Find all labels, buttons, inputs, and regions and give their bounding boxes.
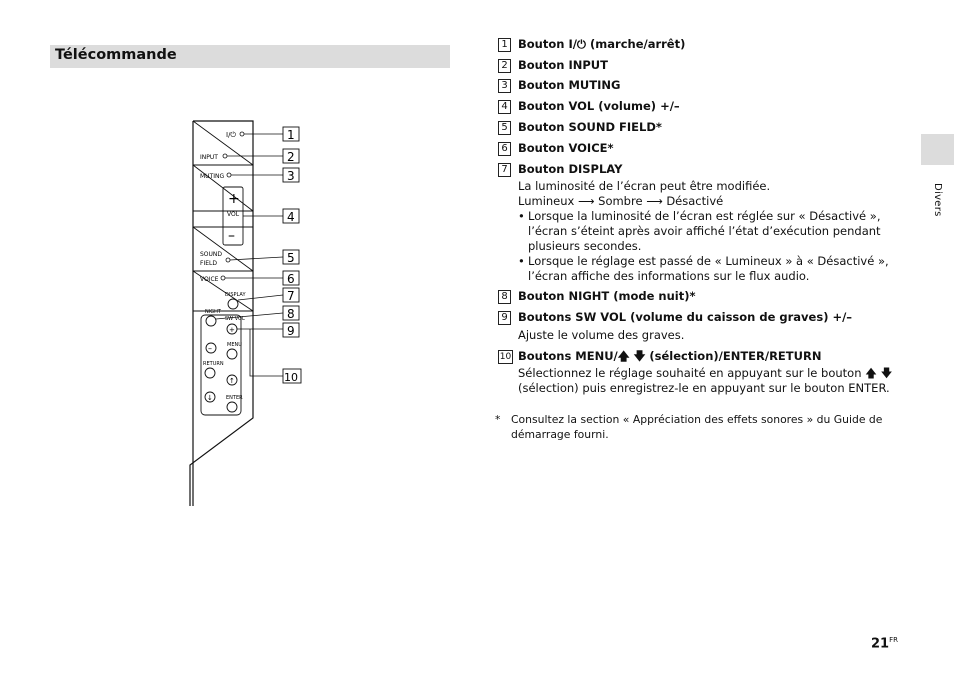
- svg-text:+: +: [229, 326, 235, 334]
- item-number: 10: [499, 352, 512, 362]
- item-label: Bouton INPUT: [518, 58, 608, 72]
- item-label: Bouton MUTING: [518, 78, 621, 92]
- item-number: 6: [498, 142, 511, 156]
- callout-lines: [216, 134, 283, 376]
- side-tab-label: Divers: [932, 183, 943, 217]
- section-header: [50, 45, 450, 68]
- input-button: [223, 154, 227, 158]
- item-label: Boutons MENU/🡅 🡇 (sélection)/ENTER/RETURN: [518, 349, 822, 363]
- vol-label: VOL: [227, 211, 240, 218]
- item-description: Ajuste le volume des graves.: [518, 328, 685, 342]
- page-language: FR: [889, 636, 898, 644]
- callout-2: 2: [287, 150, 295, 164]
- item-label: Bouton I/⏻ (marche/arrêt): [518, 37, 686, 51]
- item-bullet: [518, 254, 913, 284]
- callout-8: 8: [287, 307, 295, 321]
- night-button: [206, 316, 216, 326]
- power-button: [240, 132, 244, 136]
- sound-field-label-1: SOUND: [200, 251, 223, 258]
- callout-numbers: [283, 127, 301, 384]
- callout-5: 5: [287, 251, 295, 265]
- bullet-text: Lorsque la luminosité de l’écran est réglée sur « Désactivé », l’écran s’éteint après avoir affiché l’état d’exécution pendant plusieurs secondes.: [528, 209, 881, 253]
- vol-minus: –: [228, 228, 235, 244]
- sound-field-label-2: FIELD: [200, 260, 217, 267]
- item-number: 4: [498, 100, 511, 114]
- page-number-value: 21: [871, 636, 890, 652]
- menu-button: [227, 349, 237, 359]
- enter-label: ENTER: [226, 395, 243, 401]
- callout-1: 1: [287, 128, 295, 142]
- input-label: INPUT: [200, 154, 218, 161]
- callout-6: 6: [287, 272, 295, 286]
- callout-10: 10: [284, 371, 298, 384]
- bullet-dot: •: [518, 209, 525, 223]
- menu-label: MENU: [227, 342, 242, 348]
- display-button: [228, 299, 238, 309]
- callout-4: 4: [287, 210, 295, 224]
- item-label: Boutons SW VOL (volume du caisson de graves) +/–: [518, 310, 853, 324]
- item-description: Lumineux ⟶ Sombre ⟶ Désactivé: [518, 194, 724, 208]
- voice-label: VOICE: [200, 276, 219, 283]
- side-tab: [921, 134, 954, 165]
- night-label: NIGHT: [205, 309, 221, 315]
- voice-button: [221, 276, 225, 280]
- remote-illustration: [170, 115, 310, 510]
- footnote-marker: *: [495, 413, 501, 426]
- svg-text:↑: ↑: [229, 377, 235, 385]
- item-number: 2: [498, 59, 511, 73]
- item-bullet: [518, 209, 913, 254]
- section-title: Télécommande: [55, 47, 177, 63]
- return-label: RETURN: [203, 361, 224, 367]
- bullet-text: Lorsque le réglage est passé de « Lumineux » à « Désactivé », l’écran affiche des informations sur le flux audio.: [528, 254, 889, 283]
- item-label: Bouton VOICE*: [518, 141, 614, 155]
- callout-3: 3: [287, 169, 295, 183]
- bullet-dot: •: [518, 254, 525, 268]
- item-number: 7: [498, 163, 511, 177]
- item-number: 9: [498, 311, 511, 325]
- callout-9: 9: [287, 324, 295, 338]
- sound-field-button: [226, 258, 230, 262]
- display-label: DISPLAY: [225, 292, 246, 298]
- power-label: I/⏻: [226, 131, 236, 139]
- item-number: 3: [498, 79, 511, 93]
- footnote-text: Consultez la section « Appréciation des effets sonores » du Guide de démarrage fourni.: [511, 413, 883, 441]
- item-number: 5: [498, 121, 511, 135]
- page-number: [871, 636, 898, 651]
- item-label: Bouton VOL (volume) +/–: [518, 99, 680, 113]
- item-number: 8: [498, 290, 511, 304]
- item-label: Bouton DISPLAY: [518, 162, 623, 176]
- svg-text:–: –: [208, 344, 212, 353]
- item-label: Bouton SOUND FIELD*: [518, 120, 662, 134]
- item-number: 1: [498, 38, 511, 52]
- muting-button: [227, 173, 231, 177]
- callout-7: 7: [287, 289, 295, 303]
- return-button: [205, 368, 215, 378]
- vol-plus: +: [228, 191, 240, 207]
- item-description: La luminosité de l’écran peut être modifiée.: [518, 179, 771, 193]
- muting-label: MUTING: [200, 173, 225, 180]
- sw-vol-label: SW VOL: [225, 316, 245, 322]
- item-label: Bouton NIGHT (mode nuit)*: [518, 289, 696, 303]
- enter-button: [227, 402, 237, 412]
- svg-text:↓: ↓: [207, 394, 213, 402]
- item-description: Sélectionnez le réglage souhaité en appuyant sur le bouton 🡅 🡇 (sélection) puis enregistrez-le en appuyant sur le bouton ENTER.: [518, 366, 893, 395]
